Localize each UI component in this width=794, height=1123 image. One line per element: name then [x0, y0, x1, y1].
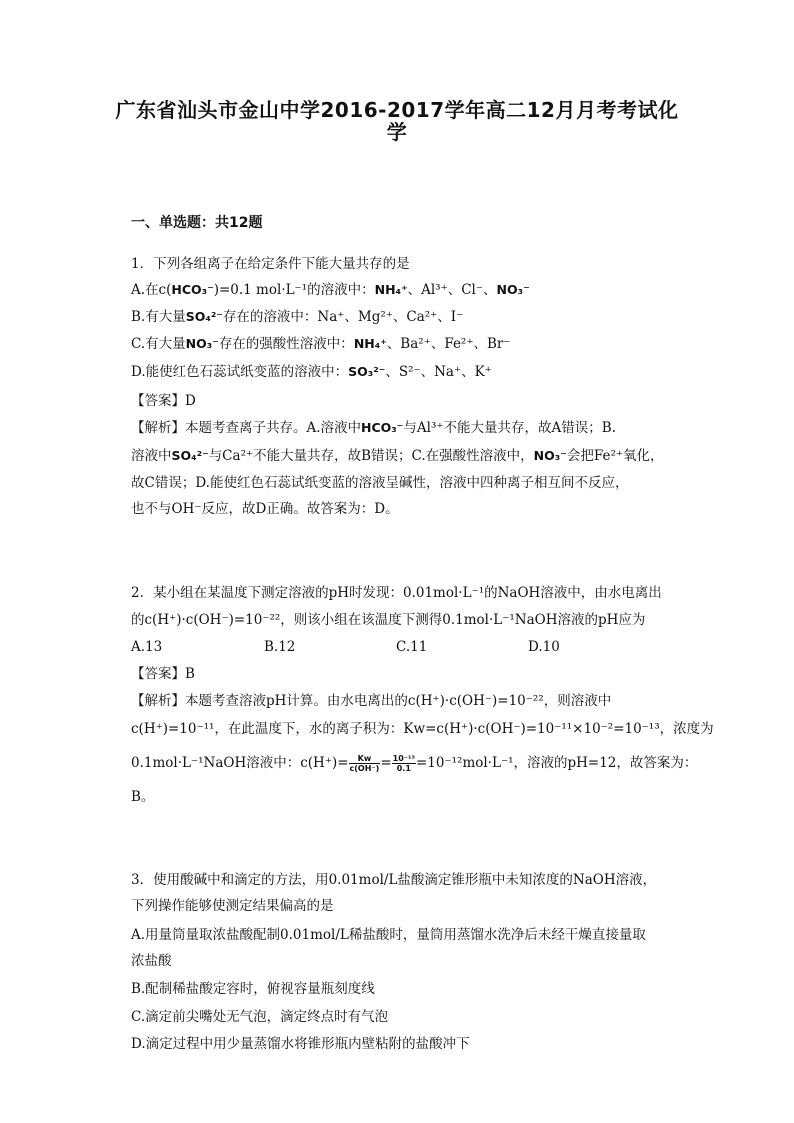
q2-option-a: A.13	[131, 639, 163, 655]
q3-option-b: B.配制稀盐酸定容时，俯视容量瓶刻度线	[131, 981, 375, 997]
q1-option-c: C.有大量NO₃⁻存在的强酸性溶液中：NH₄⁺、Ba²⁺、Fe²⁺、Br⁻	[131, 336, 511, 352]
q1-answer: 【答案】D	[131, 393, 196, 409]
q1-option-a: A.在c(HCO₃⁻)=0.1 mol·L⁻¹的溶液中：NH₄⁺、Al³⁺、Cl⁻、NO₃⁻	[131, 282, 530, 298]
q1-explanation-line2: 溶液中SO₄²⁻与Ca²⁺不能大量共存，故B错误；C.在强酸性溶液中，NO₃⁻会把Fe²⁺氧化，	[131, 448, 664, 464]
q1-explanation-line3: 故C错误；D.能使红色石蕊试纸变蓝的溶液呈碱性，溶液中四种离子相互间不反应，	[131, 475, 629, 491]
q2-stem-line1: 2．某小组在某温度下测定溶液的pH时发现：0.01mol·L⁻¹的NaOH溶液中，由水电离出	[131, 585, 662, 601]
q1-option-b: B.有大量SO₄²⁻存在的溶液中：Na⁺、Mg²⁺、Ca²⁺、I⁻	[131, 309, 464, 325]
section-heading: 一、单选题：共12题	[131, 215, 263, 231]
q2-option-c: C.11	[396, 639, 428, 655]
q1-explanation-line1: 【解析】本题考查离子共存。A.溶液中HCO₃⁻与Al³⁺不能大量共存，故A错误；B.	[131, 420, 616, 436]
document-title-line2: 学	[386, 120, 408, 144]
q3-stem-line2: 下列操作能够使测定结果偏高的是	[131, 898, 334, 914]
q2-answer: 【答案】B	[131, 666, 195, 682]
q2-option-b: B.12	[264, 639, 296, 655]
q2-explanation-line1: 【解析】本题考查溶液pH计算。由水电离出的c(H⁺)·c(OH⁻)=10⁻²²，则溶液中	[131, 693, 612, 709]
q3-option-c: C.滴定前尖嘴处无气泡，滴定终点时有气泡	[131, 1009, 389, 1025]
fraction-value: $\frac{\text{10⁻¹³}}{0.1}$	[392, 754, 415, 773]
q3-option-d: D.滴定过程中用少量蒸馏水将锥形瓶内壁粘附的盐酸冲下	[131, 1036, 470, 1052]
q1-explanation-line4: 也不与OH⁻反应，故D正确。故答案为：D。	[131, 501, 399, 517]
q3-option-a-line2: 浓盐酸	[131, 953, 172, 969]
q2-option-d: D.10	[528, 639, 560, 655]
q2-explanation-line3: 0.1mol·L⁻¹NaOH溶液中：c(H⁺)= $\frac{Kw}{c(OH^-)}$ = $\frac{\text{10⁻¹³}}{0.1}$ =10⁻¹²mol·L⁻¹，溶液的pH=12，故答案为：	[131, 754, 698, 773]
q2-explanation-line4: B。	[131, 789, 155, 805]
q3-option-a-line1: A.用量筒量取浓盐酸配制0.01mol/L稀盐酸时，量筒用蒸馏水洗净后未经干燥直接量取	[131, 927, 646, 943]
q2-explanation-line2: c(H⁺)=10⁻¹¹，在此温度下，水的离子积为：Kw=c(H⁺)·c(OH⁻)=10⁻¹¹×10⁻²=10⁻¹³，浓度为	[131, 721, 714, 737]
fraction-kw: $\frac{Kw}{c(OH^-)}$	[349, 754, 380, 773]
q3-stem-line1: 3．使用酸碱中和滴定的方法，用0.01mol/L盐酸滴定锥形瓶中未知浓度的NaOH溶液，	[131, 872, 657, 888]
q1-stem: 1．下列各组离子在给定条件下能大量共存的是	[131, 256, 410, 272]
document-title-line1: 广东省汕头市金山中学2016-2017学年高二12月月考考试化	[115, 98, 679, 122]
q1-option-d: D.能使红色石蕊试纸变蓝的溶液中：SO₃²⁻、S²⁻、Na⁺、K⁺	[131, 364, 492, 380]
q2-stem-line2: 的c(H⁺)·c(OH⁻)=10⁻²²，则该小组在该温度下测得0.1mol·L⁻¹NaOH溶液的pH应为	[131, 612, 646, 628]
